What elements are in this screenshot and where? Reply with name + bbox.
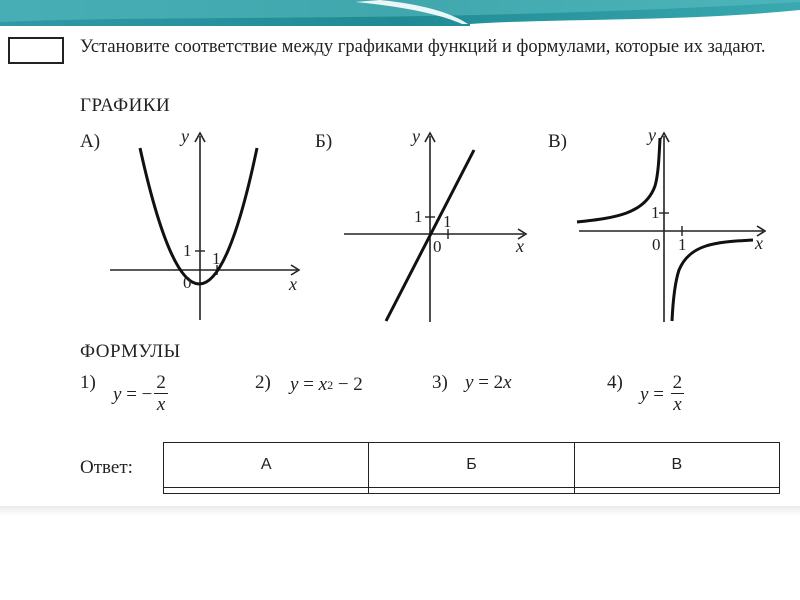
graph-b-origin: 0 <box>433 237 442 256</box>
graph-c-branch-left <box>577 138 660 222</box>
graph-a <box>105 124 305 324</box>
formula-2-base: x <box>318 374 328 395</box>
graph-a-x-label: x <box>289 274 297 294</box>
formula-4-number: 4) <box>607 372 623 393</box>
graph-c-x-tick-label: 1 <box>678 235 687 254</box>
answer-label: Ответ: <box>80 457 133 478</box>
graph-b-y-tick-label: 1 <box>414 207 423 226</box>
graph-b <box>340 124 540 324</box>
formula-1-lhs: y <box>113 383 122 405</box>
graph-a-x-tick-label: 1 <box>212 249 221 268</box>
answer-col-c: В <box>574 443 779 488</box>
formula-4-lhs: y <box>640 383 649 405</box>
page-bottom-shadow <box>0 506 800 600</box>
formula-4 <box>640 373 684 416</box>
graph-c-origin: 0 <box>652 235 661 254</box>
answer-col-b: Б <box>369 443 574 488</box>
formula-2-exp: 2 <box>327 377 334 392</box>
formula-1-numerator: 2 <box>156 372 166 393</box>
answer-cell-a[interactable] <box>164 487 369 493</box>
formula-3 <box>465 372 512 394</box>
answer-header-row <box>164 443 780 488</box>
answer-cell-b[interactable] <box>369 487 574 493</box>
answer-box <box>8 37 64 64</box>
formula-1-fraction <box>154 373 168 416</box>
formula-3-eq: = 2 <box>473 372 504 393</box>
graph-c-letter: В) <box>548 131 567 152</box>
graph-b-x-label: x <box>516 236 524 256</box>
formula-1-eq: = − <box>121 383 153 405</box>
graph-b-letter: Б) <box>315 131 333 152</box>
graph-c-y-tick-label: 1 <box>651 203 660 222</box>
formula-4-eq: = <box>648 383 669 405</box>
formula-1 <box>113 373 168 416</box>
graph-a-y-label: y <box>181 126 189 146</box>
formula-1-denominator: x <box>156 394 166 415</box>
decorative-banner <box>0 0 800 26</box>
formula-2-number: 2) <box>255 372 271 393</box>
formula-3-var: x <box>503 372 512 393</box>
answer-col-a: А <box>164 443 369 488</box>
graph-a-y-tick-label: 1 <box>183 241 192 260</box>
formula-1-number: 1) <box>80 372 96 393</box>
formula-2-lhs: y <box>290 374 299 395</box>
graph-a-curve <box>140 148 257 284</box>
graph-c-y-label: y <box>648 125 656 145</box>
formula-3-lhs: y <box>465 372 474 393</box>
answer-value-row <box>164 487 780 493</box>
graph-b-y-label: y <box>412 126 420 146</box>
graph-a-letter: А) <box>80 131 101 152</box>
answer-table <box>163 442 780 494</box>
task-statement: Установите соответствие между графиками функций и формулами, которые их задают. <box>80 37 766 57</box>
graph-a-origin: 0 <box>183 273 192 292</box>
graph-c-x-label: x <box>755 233 763 253</box>
graphs-heading: ГРАФИКИ <box>80 95 171 116</box>
answer-cell-c[interactable] <box>574 487 779 493</box>
formula-2-rest: − 2 <box>333 374 363 395</box>
formula-4-numerator: 2 <box>672 372 683 393</box>
formula-2-eq: = <box>298 374 319 395</box>
graph-c <box>575 124 775 324</box>
formula-3-number: 3) <box>432 372 448 393</box>
formula-2 <box>290 374 363 396</box>
formulas-heading: ФОРМУЛЫ <box>80 341 181 362</box>
formula-4-denominator: x <box>673 394 682 415</box>
graph-b-x-tick-label: 1 <box>443 212 452 231</box>
formula-4-fraction <box>671 373 685 416</box>
